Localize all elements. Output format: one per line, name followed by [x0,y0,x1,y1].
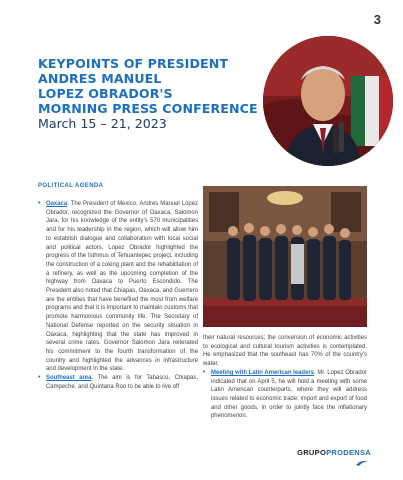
title-line: KEYPOINTS OF PRESIDENT [38,56,229,71]
meeting-photo [203,186,367,327]
continuation-text: their natural resources; the conversion of economic activities to ecological and cultural tourism activities is contemplated. He emphasized that the southeast has 70% of the country's water. [203,335,367,368]
bullet-text: : The aim is for Tabasco, Chiapas, Campeche, and Quintana Roo to be able to live off [46,375,199,390]
bullet-lead: Southeast area [46,375,92,382]
bullet-lead: Meeting with Latin American leaders [211,369,314,376]
title-line: LOPEZ OBRADOR'S [38,86,173,101]
page-title [38,56,278,131]
title-date: March 15 – 21, 2023 [38,116,167,131]
photo-illustration [203,186,367,327]
bullet-text: : Mr. Lopez Obrador indicated that on April 5, he will hold a meeting with some Latin American counterparts, where they will address issues related to economic trade: import and export of food and other goods, in order to jointly face the inflationary phenomenon. [211,369,367,420]
portrait-illustration [263,36,393,166]
left-column [38,200,198,391]
section-label: POLITICAL AGENDA [38,183,104,189]
page-number: 3 [373,12,381,27]
logo-prodensa: PRODENSA [326,448,371,457]
grupo-prodensa-logo [297,448,371,457]
bullet-text: : The President of Mexico, Andres Manuel Lopez Obrador, recognized the Governor of Oaxaca, Salomon Jara, for his knowledge of the entity's 570 municipalities and for his leadership in the region, which will allow him to establish dialogue and collaboration with local social and political actors. Lopez Obrador highlighted the progress of the Isthmus of Tehuantepec project, including the construction of a coking plant and the rehabilitation of a refinery, as well as the upcoming completion of the highway from Oaxaca to Puerto Escondido. The President also noted that Chiapas, Oaxaca, and Guerrero are the entities that have benefited the most from welfare programs and that it is important to maintain customs that promote harmonious community life. The Secretary of National Defense reported on the security situation in Oaxaca, highlighting that the state has improved in several crime rates. Governor Salomon Jara reiterated his commitment to the fourth transformation of the country and highlighted the advances in infrastructure and development in the state. [46,201,198,373]
title-line: MORNING PRESS CONFERENCE [38,101,258,116]
bullet-lead: Oaxaca [46,201,68,207]
title-line: ANDRES MANUEL [38,71,162,86]
president-portrait [263,36,393,166]
bullet-item [38,374,198,391]
bullet-item [38,200,198,374]
logo-grupo: GRUPO [297,448,327,457]
logo-swoosh-icon [355,459,369,467]
bullet-item [203,369,367,421]
right-column [203,334,367,421]
